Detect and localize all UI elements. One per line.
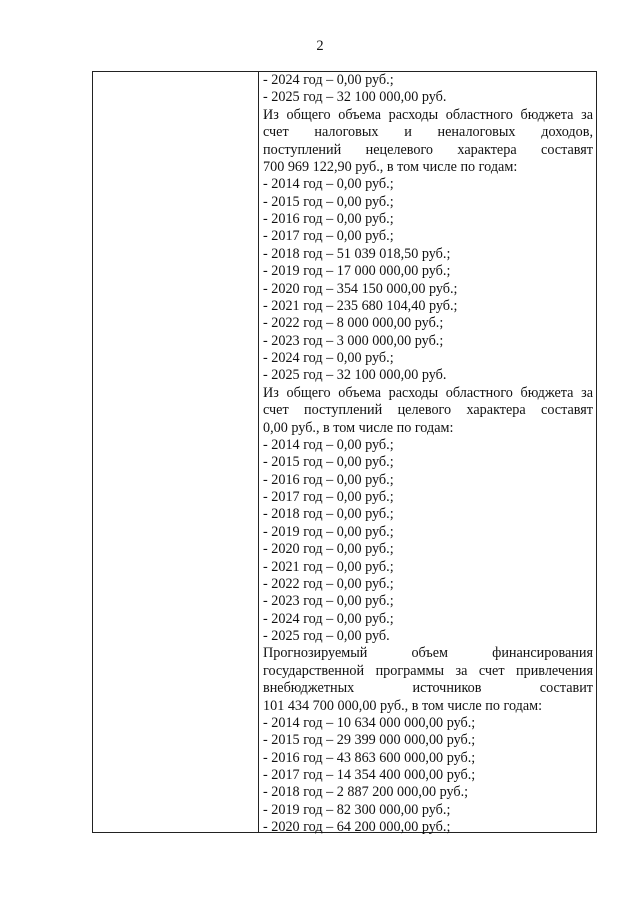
- text-line: - 2025 год – 0,00 руб.: [263, 628, 390, 644]
- text-line: Из общего объема расходы областного бюджета за: [263, 384, 593, 401]
- text-line: - 2022 год – 0,00 руб.;: [263, 575, 394, 592]
- text-line: государственной программы за счет привлечения: [263, 662, 593, 679]
- table-left-cell: [93, 72, 258, 832]
- text-line: - 2019 год – 0,00 руб.;: [263, 523, 394, 540]
- text-line: - 2017 год – 14 354 400 000,00 руб.;: [263, 767, 476, 783]
- page-number: 2: [316, 38, 324, 54]
- text-line: - 2014 год – 10 634 000 000,00 руб.;: [263, 714, 476, 731]
- text-line: - 2016 год – 0,00 руб.;: [263, 471, 394, 488]
- text-line: Прогнозируемый объем финансирования: [263, 645, 593, 662]
- table-right-cell: [263, 72, 593, 837]
- text-line: - 2021 год – 0,00 руб.;: [263, 558, 394, 575]
- text-line: - 2024 год – 0,00 руб.;: [263, 610, 394, 627]
- text-line: - 2018 год – 51 039 018,50 руб.;: [263, 245, 451, 262]
- text-line: - 2024 год – 0,00 руб.;: [263, 72, 394, 88]
- text-line: - 2018 год – 0,00 руб.;: [263, 506, 394, 523]
- text-line: - 2020 год – 0,00 руб.;: [263, 541, 394, 558]
- text-line: - 2023 год – 3 000 000,00 руб.;: [263, 332, 444, 349]
- text-line: - 2025 год – 32 100 000,00 руб.: [263, 367, 447, 384]
- text-line: поступлений нецелевого характера составят: [263, 141, 593, 158]
- text-line: 101 434 700 000,00 руб., в том числе по годам:: [263, 697, 543, 714]
- text-line: - 2023 год – 0,00 руб.;: [263, 593, 394, 610]
- text-line: - 2020 год – 354 150 000,00 руб.;: [263, 280, 458, 297]
- text-line: - 2019 год – 17 000 000,00 руб.;: [263, 263, 451, 280]
- text-line: - 2024 год – 0,00 руб.;: [263, 350, 394, 366]
- text-line: - 2015 год – 0,00 руб.;: [263, 193, 394, 210]
- column-divider: [258, 72, 259, 832]
- text-line: - 2025 год – 32 100 000,00 руб.: [263, 89, 447, 106]
- text-line: Из общего объема расходы областного бюджета за: [263, 106, 593, 123]
- text-line: - 2014 год – 0,00 руб.;: [263, 176, 394, 193]
- text-line: - 2015 год – 0,00 руб.;: [263, 454, 394, 471]
- text-line: 0,00 руб., в том числе по годам:: [263, 419, 454, 436]
- text-line: счет налоговых и неналоговых доходов,: [263, 124, 593, 141]
- text-line: внебюджетных источников составит: [263, 680, 593, 697]
- text-line: - 2017 год – 0,00 руб.;: [263, 228, 394, 245]
- text-line: - 2016 год – 0,00 руб.;: [263, 211, 394, 227]
- funding-table: [92, 71, 597, 836]
- text-line: - 2017 год – 0,00 руб.;: [263, 489, 394, 505]
- text-line: - 2014 год – 0,00 руб.;: [263, 436, 394, 453]
- text-line: 700 969 122,90 руб., в том числе по годам:: [263, 158, 518, 175]
- text-line: - 2022 год – 8 000 000,00 руб.;: [263, 315, 444, 332]
- text-line: - 2018 год – 2 887 200 000,00 руб.;: [263, 784, 469, 801]
- text-line: счет поступлений целевого характера составят: [263, 402, 593, 419]
- text-line: - 2015 год – 29 399 000 000,00 руб.;: [263, 732, 476, 749]
- text-line: - 2020 год – 64 200 000,00 руб.;: [263, 819, 451, 836]
- text-line: - 2021 год – 235 680 104,40 руб.;: [263, 297, 458, 314]
- text-line: - 2019 год – 82 300 000,00 руб.;: [263, 801, 451, 818]
- text-line: - 2016 год – 43 863 600 000,00 руб.;: [263, 749, 476, 766]
